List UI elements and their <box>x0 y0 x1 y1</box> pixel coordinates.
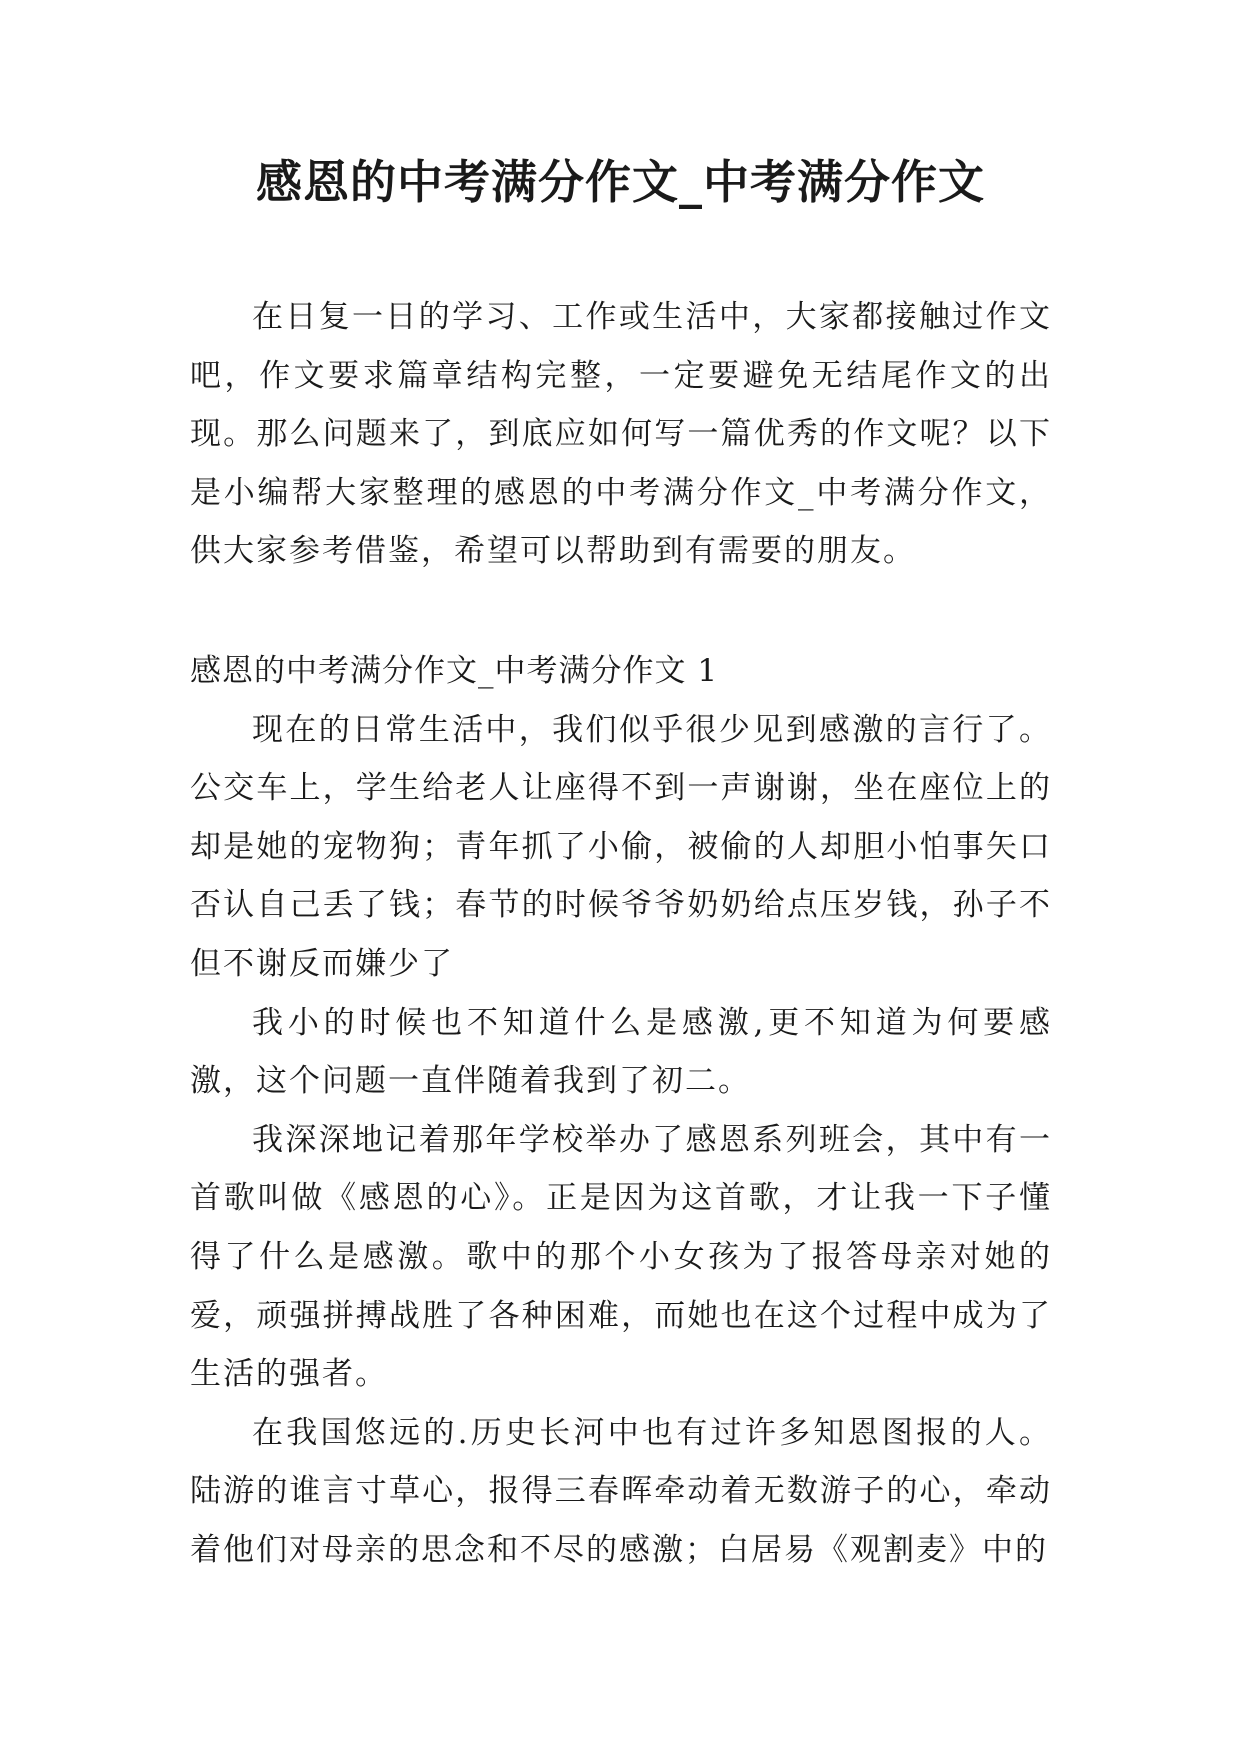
essay-paragraph-1: 现在的日常生活中，我们似乎很少见到感激的言行了。公交车上，学生给老人让座得不到一声谢谢，坐在座位上的却是她的宠物狗；青年抓了小偷，被偷的人却胆小怕事矢口否认自己丢了钱；春节的时候爷爷奶奶给点压岁钱，孙子不但不谢反而嫌少了 <box>190 711 1052 982</box>
section-heading: 感恩的中考满分作文_中考满分作文 1 <box>190 653 719 689</box>
essay-paragraph-4: 在我国悠远的.历史长河中也有过许多知恩图报的人。陆游的谁言寸草心，报得三春晖牵动着无数游子的心，牵动着他们对母亲的思念和不尽的感激；白居易《观割麦》中的 <box>190 1414 1052 1568</box>
essay-paragraph-2: 我小的时候也不知道什么是感激,更不知道为何要感激，这个问题一直伴随着我到了初二。 <box>190 1004 1052 1100</box>
intro-paragraph: 在日复一日的学习、工作或生活中，大家都接触过作文吧，作文要求篇章结构完整，一定要避免无结尾作文的出现。那么问题来了，到底应如何写一篇优秀的作文呢？以下是小编帮大家整理的感恩的中考满分作文_中考满分作文，供大家参考借鉴，希望可以帮助到有需要的朋友。 <box>190 299 1052 570</box>
document-title: 感恩的中考满分作文_中考满分作文 <box>256 155 985 209</box>
essay-section-1 <box>190 642 1052 1580</box>
essay-paragraph-3: 我深深地记着那年学校举办了感恩系列班会，其中有一首歌叫做《感恩的心》。正是因为这首歌，才让我一下子懂得了什么是感激。歌中的那个小女孩为了报答母亲对她的爱，顽强拼搏战胜了各种困难，而她也在这个过程中成为了生活的强者。 <box>190 1121 1052 1393</box>
